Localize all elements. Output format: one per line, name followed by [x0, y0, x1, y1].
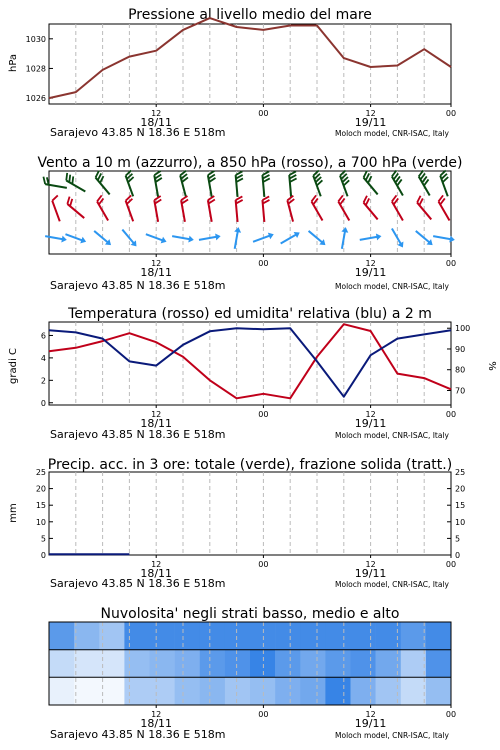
- cloud-cell: [124, 622, 149, 650]
- time-tick-label: 12: [365, 259, 376, 268]
- credit-label: Moloch model, CNR-ISAC, Italy: [335, 580, 449, 589]
- time-tick-label: 00: [258, 560, 269, 569]
- time-tick-label: 12: [151, 560, 162, 569]
- cloud-cell: [401, 677, 426, 705]
- wind-barb: [287, 196, 300, 222]
- date-label: 18/11: [140, 417, 173, 430]
- wind-barb: [154, 171, 165, 197]
- wind-arrow-head: [161, 237, 168, 245]
- time-tick-label: 00: [445, 410, 457, 419]
- wind-arrow-head: [80, 237, 87, 245]
- wind-barb: [262, 171, 271, 197]
- wind-barb: [207, 171, 218, 197]
- wind-arrow-head: [234, 227, 242, 233]
- wind-barb: [262, 196, 271, 222]
- cloud-cell: [401, 622, 426, 650]
- cloud-cell: [351, 677, 376, 705]
- y-tick-label: 0: [40, 551, 46, 560]
- wind-barb: [181, 196, 192, 222]
- cloud-cell: [175, 677, 200, 705]
- cloud-cell: [74, 622, 99, 650]
- cloud-cell: [200, 622, 225, 650]
- cloud-cell: [150, 622, 175, 650]
- cloud-cell: [300, 677, 325, 705]
- pressure-frame: [49, 24, 451, 104]
- cloud-cell: [74, 650, 99, 678]
- date-label: 19/11: [354, 417, 387, 430]
- y-tick-label: 10: [35, 517, 46, 527]
- y-tick-label: 4: [40, 353, 46, 363]
- wind-barb: [437, 195, 456, 220]
- wind-barb: [235, 196, 244, 222]
- wind-barb: [42, 177, 68, 188]
- wind-barb: [390, 170, 409, 195]
- cloud-cell: [124, 677, 149, 705]
- y-tick-label: 2: [40, 376, 46, 386]
- wind-arrow-shaft: [416, 231, 430, 243]
- date-label: 19/11: [354, 567, 387, 580]
- cloud-cell: [275, 677, 300, 705]
- wind-barb: [65, 197, 89, 218]
- time-tick-label: 00: [258, 410, 269, 419]
- cloud-cell: [275, 622, 300, 650]
- y-tick-label: 15: [455, 501, 466, 511]
- date-label: 19/11: [354, 717, 387, 730]
- wind-arrow-shaft: [392, 228, 401, 244]
- date-label: 19/11: [354, 266, 387, 279]
- wind-arrow-shaft: [342, 231, 345, 249]
- cloud-cell: [175, 650, 200, 678]
- cloud-cell: [49, 677, 74, 705]
- cloud-cell: [175, 622, 200, 650]
- precipitation-panel: [8, 457, 465, 590]
- cloud-cell: [225, 650, 250, 678]
- cloud-cell: [275, 650, 300, 678]
- wind-arrow-head: [188, 236, 194, 244]
- wind-arrow-head: [449, 236, 455, 244]
- date-label: 18/11: [140, 717, 173, 730]
- cloud-cell: [150, 677, 175, 705]
- cloud-cell: [300, 650, 325, 678]
- wind-barb: [338, 227, 349, 250]
- wind-barb: [96, 195, 115, 220]
- pressure-panel: [8, 7, 456, 139]
- wind-arrow-head: [341, 227, 349, 233]
- y-tick-label: 5: [455, 534, 461, 544]
- wind-barb: [310, 195, 329, 220]
- wind-barb-flag: [235, 196, 242, 200]
- cloud-cell: [351, 650, 376, 678]
- y-tick-label: 70: [455, 386, 466, 396]
- y-tick-label: 5: [40, 534, 46, 544]
- wind-arrow-head: [397, 241, 406, 249]
- wind-arrow-shaft: [172, 236, 190, 239]
- cloud-cell: [250, 677, 275, 705]
- cloud-cell: [250, 622, 275, 650]
- temperature-title: Temperatura (rosso) ed umidita' relativa (blu) a 2 m: [68, 306, 432, 322]
- time-tick-label: 00: [445, 710, 457, 719]
- wind-barb: [362, 171, 383, 195]
- wind-barb: [125, 170, 140, 196]
- precipitation-frame: [49, 472, 451, 555]
- wind-arrow-shaft: [235, 231, 238, 249]
- cloud-cell: [325, 622, 350, 650]
- date-label: 18/11: [140, 567, 173, 580]
- wind-arrow-shaft: [65, 234, 82, 240]
- wind-arrow-shaft: [146, 234, 163, 240]
- cloud-cell: [150, 650, 175, 678]
- time-tick-label: 12: [151, 710, 162, 719]
- time-tick-label: 12: [151, 410, 162, 419]
- cloud-cell: [99, 677, 124, 705]
- y-tick-label: 20: [455, 484, 466, 494]
- y-tick-label: 80: [455, 365, 466, 375]
- y-tick-label: 1030: [25, 34, 46, 44]
- cloud-cell: [74, 677, 99, 705]
- wind-barb: [433, 233, 456, 244]
- cloud-title: Nuvolosita' negli strati basso, medio e alto: [100, 606, 400, 622]
- cloud-cell: [99, 650, 124, 678]
- wind-barb: [439, 170, 454, 196]
- wind-barb: [289, 171, 298, 197]
- cloud-cell: [426, 677, 451, 705]
- wind-panel: [37, 155, 462, 292]
- wind-barb-flag: [262, 196, 269, 200]
- pressure-title: Pressione al livello medio del mare: [128, 7, 372, 23]
- credit-label: Moloch model, CNR-ISAC, Italy: [335, 282, 449, 291]
- temperature-ylabel: gradi C: [8, 348, 19, 384]
- wind-arrow-head: [376, 233, 382, 241]
- wind-arrow-shaft: [309, 231, 323, 243]
- wind-barb: [312, 170, 327, 196]
- wind-barb: [417, 170, 436, 195]
- y-tick-label: 0: [455, 551, 461, 560]
- date-label: 18/11: [140, 266, 173, 279]
- wind-arrow-shaft: [253, 236, 270, 242]
- wind-arrow-shaft: [433, 236, 451, 239]
- temperature-line: [49, 324, 451, 398]
- wind-barb: [51, 195, 66, 221]
- credit-label: Moloch model, CNR-ISAC, Italy: [335, 731, 449, 740]
- wind-arrow-shaft: [199, 237, 217, 240]
- wind-barb: [154, 196, 165, 222]
- time-tick-label: 12: [151, 109, 162, 118]
- cloud-cell: [225, 677, 250, 705]
- wind-barb: [45, 233, 68, 244]
- cloud-cell: [426, 622, 451, 650]
- cloud-cell: [200, 677, 225, 705]
- wind-barb: [362, 196, 383, 220]
- wind-arrow-shaft: [360, 237, 378, 240]
- location-label: Sarajevo 43.85 N 18.36 E 518m: [50, 279, 226, 292]
- wind-title: Vento a 10 m (azzurro), a 850 hPa (rosso), a 700 hPa (verde): [37, 155, 463, 171]
- wind-barb-flag: [51, 195, 59, 200]
- time-tick-label: 12: [365, 560, 376, 569]
- time-tick-label: 00: [258, 710, 269, 719]
- cloud-cell: [325, 677, 350, 705]
- wind-barb: [415, 196, 436, 220]
- y-tick-label: 1028: [25, 64, 46, 74]
- wind-barb-flag: [42, 177, 46, 184]
- time-tick-label: 12: [365, 410, 376, 419]
- time-tick-label: 00: [445, 109, 457, 118]
- date-label: 19/11: [354, 116, 387, 129]
- time-tick-label: 00: [445, 560, 457, 569]
- wind-arrow-head: [215, 233, 221, 241]
- date-label: 18/11: [140, 116, 173, 129]
- wind-barb: [94, 171, 115, 195]
- cloud-cell: [325, 650, 350, 678]
- cloud-cell: [351, 622, 376, 650]
- time-tick-label: 00: [258, 259, 269, 268]
- credit-label: Moloch model, CNR-ISAC, Italy: [335, 129, 449, 138]
- pressure-line: [49, 18, 451, 98]
- cloud-cell: [124, 650, 149, 678]
- time-tick-label: 12: [365, 710, 376, 719]
- cloud-cell: [300, 622, 325, 650]
- cloud-panel: [49, 606, 456, 741]
- y-tick-label: 1026: [25, 94, 46, 104]
- cloud-cell: [200, 650, 225, 678]
- precipitation-ylabel: mm: [8, 503, 19, 523]
- wind-barb: [235, 171, 244, 197]
- location-label: Sarajevo 43.85 N 18.36 E 518m: [50, 126, 226, 139]
- wind-barb: [390, 195, 409, 220]
- cloud-cell: [426, 650, 451, 678]
- cloud-cell: [49, 650, 74, 678]
- cloud-cell: [225, 622, 250, 650]
- y-tick-label: 25: [455, 468, 466, 477]
- wind-arrow-shaft: [281, 235, 297, 244]
- wind-arrow-head: [294, 229, 302, 238]
- y-tick-label: 6: [40, 331, 46, 341]
- wind-barb: [339, 170, 354, 196]
- location-label: Sarajevo 43.85 N 18.36 E 518m: [50, 577, 226, 590]
- wind-arrow-shaft: [45, 236, 63, 239]
- credit-label: Moloch model, CNR-ISAC, Italy: [335, 431, 449, 440]
- cloud-cell: [49, 622, 74, 650]
- time-tick-label: 00: [258, 109, 269, 118]
- time-tick-label: 00: [445, 259, 457, 268]
- time-tick-label: 12: [151, 259, 162, 268]
- pressure-ylabel: hPa: [8, 53, 19, 73]
- cloud-cell: [250, 650, 275, 678]
- y-tick-label: 100: [455, 324, 471, 334]
- cloud-cell: [401, 650, 426, 678]
- y-tick-label: 0: [40, 398, 46, 408]
- y-tick-label: 20: [35, 484, 46, 494]
- wind-barb: [207, 196, 218, 222]
- y-tick-label: 90: [455, 344, 466, 354]
- wind-barb: [337, 195, 356, 220]
- y-tick-label: 15: [35, 501, 46, 511]
- wind-barb: [231, 227, 242, 250]
- wind-arrow-shaft: [94, 231, 108, 243]
- wind-barb: [179, 171, 192, 197]
- temperature-panel: [8, 306, 497, 441]
- humidity-ylabel: %: [486, 361, 497, 371]
- location-label: Sarajevo 43.85 N 18.36 E 518m: [50, 728, 226, 741]
- cloud-cell: [99, 622, 124, 650]
- wind-arrow-shaft: [122, 230, 134, 244]
- wind-arrow-head: [268, 231, 275, 239]
- time-tick-label: 12: [365, 109, 376, 118]
- y-tick-label: 10: [455, 517, 466, 527]
- wind-barb-shaft: [52, 201, 60, 222]
- wind-barb: [125, 195, 140, 221]
- precipitation-title: Precip. acc. in 3 ore: totale (verde), frazione solida (tratt.): [47, 457, 453, 473]
- wind-arrow-head: [61, 236, 67, 244]
- y-tick-label: 25: [35, 468, 46, 477]
- location-label: Sarajevo 43.85 N 18.36 E 518m: [50, 428, 226, 441]
